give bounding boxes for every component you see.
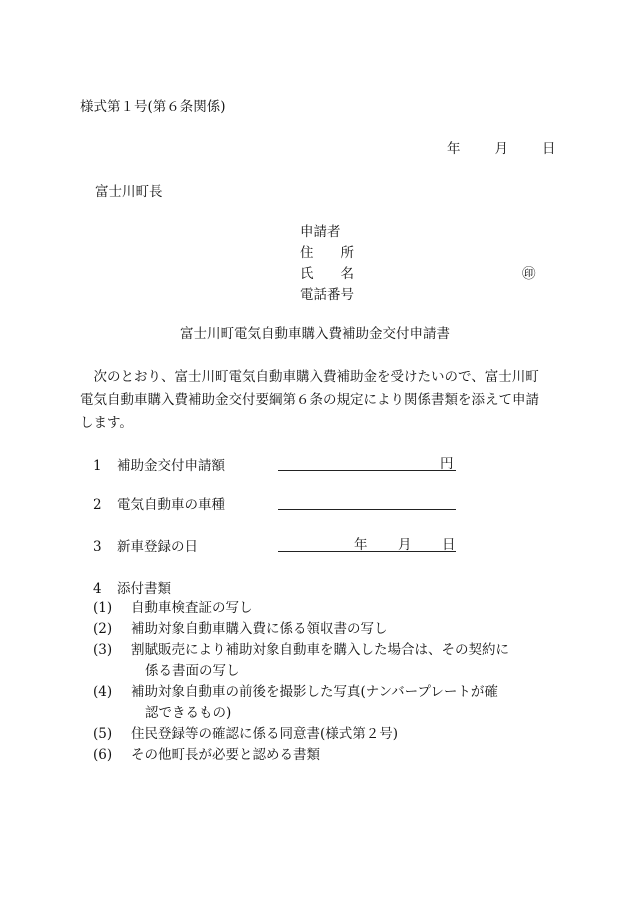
phone-label: 電話番号 — [300, 287, 354, 303]
attachments-heading-label: 添付書類 — [117, 581, 171, 597]
item-number: 2 — [93, 497, 102, 513]
item-label: 電気自動車の車種 — [117, 497, 225, 513]
attachments-list — [93, 598, 563, 766]
attachment-number: (6) — [93, 747, 113, 763]
item-registration-date — [93, 535, 198, 555]
attachment-number: (4) — [93, 684, 113, 700]
item-number: 3 — [93, 539, 102, 555]
attachment-item — [93, 745, 563, 766]
reg-day: 日 — [442, 537, 456, 553]
attachment-item — [93, 640, 563, 682]
date-day: 日 — [542, 141, 556, 157]
vehicle-model-field[interactable] — [278, 491, 456, 510]
name-row — [300, 264, 540, 285]
date-year: 年 — [447, 141, 461, 157]
item-vehicle-model — [93, 493, 225, 513]
address-label: 住 所 — [300, 245, 354, 261]
attachment-number: (3) — [93, 642, 113, 658]
recipient: 富士川町長 — [95, 184, 163, 200]
amount-field[interactable] — [278, 452, 456, 471]
item-label: 新車登録の日 — [117, 539, 198, 555]
attachment-item — [93, 619, 563, 640]
amount-unit: 円 — [440, 456, 454, 472]
item-number: 4 — [93, 581, 102, 597]
attachment-text-continued: 認できるもの) — [145, 705, 232, 721]
item-label: 補助金交付申請額 — [117, 458, 225, 474]
name-label: 氏 名 — [300, 266, 354, 282]
form-number: 様式第１号(第６条関係) — [80, 99, 226, 115]
date-line — [447, 137, 556, 157]
seal-mark: ㊞ — [522, 266, 536, 282]
attachment-text: 補助対象自動車購入費に係る領収書の写し — [131, 621, 388, 637]
attachments-heading — [93, 577, 171, 597]
attachment-text: 住民登録等の確認に係る同意書(様式第２号) — [131, 726, 399, 742]
attachment-text-continued: 係る書面の写し — [145, 663, 240, 679]
attachment-number: (5) — [93, 726, 113, 742]
reg-month: 月 — [398, 537, 412, 553]
registration-date-field[interactable] — [278, 533, 456, 552]
attachment-text: 補助対象自動車の前後を撮影した写真(ナンバープレートが確 — [131, 684, 498, 700]
attachment-text: その他町長が必要と認める書類 — [131, 747, 320, 763]
attachment-text: 自動車検査証の写し — [131, 600, 253, 616]
applicant-block — [300, 222, 540, 306]
attachment-item — [93, 598, 563, 619]
applicant-label: 申請者 — [300, 224, 341, 240]
body-text: 次のとおり、富士川町電気自動車購入費補助金を受けたいので、富士川町電気自動車購入費補助金交付要綱第６条の規定により関係書類を添えて申請します。 — [80, 369, 539, 431]
reg-year: 年 — [354, 537, 368, 553]
body-paragraph — [80, 366, 550, 435]
item-number: 1 — [93, 458, 102, 474]
attachment-item — [93, 724, 563, 745]
date-month: 月 — [494, 141, 508, 157]
attachment-text: 割賦販売により補助対象自動車を購入した場合は、その契約に — [131, 642, 509, 658]
document-title: 富士川町電気自動車購入費補助金交付申請書 — [180, 326, 450, 342]
attachment-number: (2) — [93, 621, 113, 637]
attachment-number: (1) — [93, 600, 113, 616]
item-application-amount — [93, 454, 225, 474]
attachment-item — [93, 682, 563, 724]
